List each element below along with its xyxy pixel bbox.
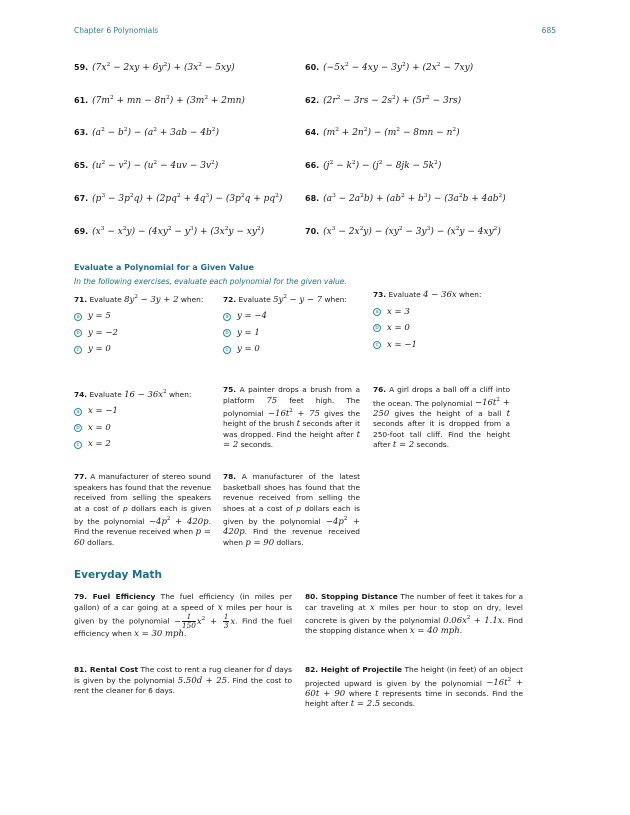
problem-81: 81. Rental Cost The cost to rent a rug cleaner for d days is given by the polynomial 5.50d + 25. Find the cost to rent the cleaner for 6 days. [74, 665, 293, 695]
problem-78: 78. A manufacturer of the latest basketball shoes has found that the revenue received from selling the shoes at a cost of p dollars each is given by the polynomial $-4p^2 + 420p$. Find the revenue received when p = 90 dollars. [223, 472, 360, 548]
exercise-61: 61. ($7m^2$ + mn − $8n^2) + (3m^2 + 2mn)$ [74, 95, 245, 106]
problem-82: 82. Height of Projectile The height (in feet) of an object projected upward is given by the polynomial $-16t^2 + 60t + 90$ where t represents time in seconds. Find the height after t = 2.5 seconds. [305, 665, 524, 710]
exercise-70: 70. $(x^3 - 2x^2y) - (xy^2 - 3y^3) - (x^2y - 4xy^2)$ [305, 226, 501, 237]
exercise-64: 64. $(m^2 + 2n^2) - (m^2 - 8mn - n^2)$ [305, 127, 460, 138]
section-intro-evaluate: In the following exercises, evaluate each polynomial for the given value. [74, 277, 347, 286]
page-number: 685 [541, 26, 556, 35]
exercise-62: 62. $(2r^2 - 3rs - 2s^2) + (5r^2 - 3rs)$ [305, 95, 462, 106]
problem-79: 79. Fuel Efficiency The fuel efficiency (in miles per gallon) of a car going at a speed of x miles per hour is given by the polynomial − $\frac{1}{150}$ $x^2$ + $\frac{1}{3}$ x. Find the fuel efficiency when x = 30 mph. [74, 592, 292, 640]
problem-72: 72. Evaluate $5y^2 - y - 7$ when: a y = −4 b y = 1 c y = 0 [223, 294, 347, 355]
exercise-59: 59. $(7x^2 - 2xy + 6y^2) + (3x^2 - 5xy)$ [74, 62, 235, 73]
section-title-evaluate: Evaluate a Polynomial for a Given Value [74, 263, 254, 272]
exercise-69: 69. $(x^3 - x^2y) - (4xy^2 - y^3) + (3x^2y - xy^2)$ [74, 226, 265, 237]
everyday-math-title: Everyday Math [74, 569, 162, 581]
problem-80: 80. Stopping Distance The number of feet it takes for a car traveling at x miles per hour to stop on dry, level concrete is given by the polynomial $0.06x^2 + 1.1x$. Find the stopping distance when x = 40 mph. [305, 592, 523, 637]
exercise-67: 67. $(p^3 - 3p^2q) + (2pq^2 + 4q^3) - (3p^2q + pq^2)$ [74, 193, 283, 204]
problem-77: 77. A manufacturer of stereo sound speakers has found that the revenue received from selling the speakers at a cost of p dollars each is given by the polynomial $-4p^2 + 420p$. Find the revenue received when p = 60 dollars. [74, 472, 212, 548]
exercise-66: 66. $(j^2 - k^2) - (j^2 - 8jk - 5k^2)$ [305, 160, 442, 171]
problem-75: 75. A painter drops a brush from a platform 75 feet high. The polynomial $-16t^2 + 75$ gives the height of the brush t seconds after it was dropped. Find the height after t = 2 seconds. [223, 385, 361, 451]
problem-71: 71. Evaluate $8y^2 - 3y + 2$ when: a y = 5 b y = −2 c y = 0 [74, 294, 204, 355]
problem-73: 73. Evaluate 4 − 36x when: a x = 3 b x = 0 c x = −1 [373, 290, 482, 350]
exercise-68: 68. $(a^3 - 2a^2b) + (ab^2 + b^3) - (3a^2b + 4ab^2)$ [305, 193, 506, 204]
problem-76: 76. A girl drops a ball off a cliff into the ocean. The polynomial $-16t^2 + 250$ gives the height of a ball t seconds after it is dropped from a 250-foot tall cliff. Find the height after t = 2 seconds. [373, 385, 510, 451]
problem-74: 74. Evaluate $16 - 36x^2$ when: a x = −1 b x = 0 c x = 2 [74, 389, 192, 450]
chapter-header: Chapter 6 Polynomials [74, 26, 159, 35]
exercise-60: 60. $(-5x^2 - 4xy - 3y^2) + (2x^2 - 7xy)$ [305, 62, 474, 73]
exercise-63: 63. $(a^2 - b^2) - (a^2 + 3ab - 4b^2)$ [74, 127, 220, 138]
exercise-65: 65. $(u^2 - v^2) - (u^2 - 4uv - 3v^2)$ [74, 160, 219, 171]
